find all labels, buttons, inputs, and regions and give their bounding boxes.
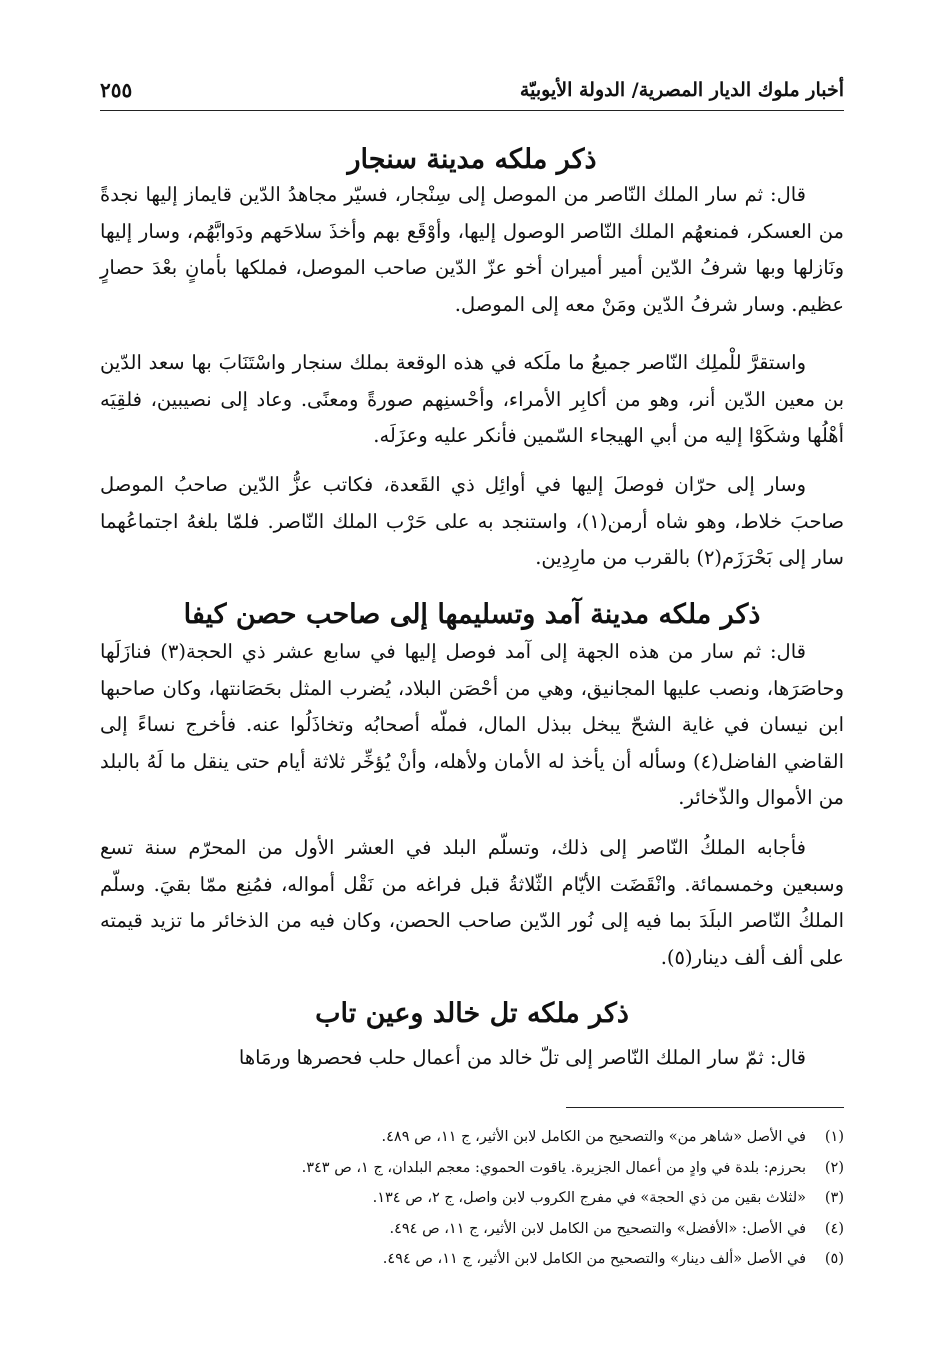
paragraph: واستقرَّ للْملِك النّاصر جميعُ ما ملَكه في هذه الوقعة بملك سنجار واسْتَنَابَ بها سعد الدّين بن معين الدّين أنر، وهو من أكابِر الأمراء، وأحْسنِهم صورةً ومعنًى. وعاد إلى نصيبين، فلقِيَه أهْلُها وشكَوْا إليه من أبي الهيجاء السّمين فأنكر عليه وعزَلَه. [100, 351, 844, 447]
footnote-item [100, 1122, 844, 1153]
footnote-number: (٤) [824, 1220, 844, 1237]
footnotes [100, 1122, 844, 1275]
footnote-text: في الأصل «ألف دينار» والتصحيح من الكامل لابن الأثير، ج ١١، ص ٤٩٤. [382, 1251, 806, 1267]
paragraph: وسار إلى حرّان فوصلَ إليها في أوائِل ذي القَعدة، فكاتب عزُّ الدّين صاحبُ الموصل صاحبَ خلاط، وهو شاه أرمن(١)، واستنجد به على حَرْب الملك النّاصر. فلمّا بلغهُ اجتماعُهما سار إلى بَحْرَزَم(٢) بالقرب من مارِدِين. [100, 473, 844, 569]
section-heading-tell-khalid: ذكر ملكه تل خالد وعين تاب [315, 998, 629, 1029]
footnote-number: (٥) [824, 1251, 844, 1267]
footnote-text: في الأصل: «الأفضل» والتصحيح من الكامل لابن الأثير، ج ١١، ص ٤٩٤. [389, 1220, 806, 1237]
footnote-separator [566, 1107, 844, 1108]
footnote-number: (٢) [824, 1159, 844, 1176]
footnote-item [100, 1214, 844, 1245]
footnote-number: (٣) [824, 1190, 844, 1206]
paragraph: فأجابه الملكُ النّاصر إلى ذلك، وتسلّم البلد في العشر الأول من المحرّم سنة تسع وسبعين وخمسمائة. وانْقَضَت الأيّام الثّلاثةُ قبل فراغه من نَقْل أمواله، فمُنِع ممّا بقيَ. وسلّم الملكُ النّاصر البلَدَ بما فيه إلى نُور الدّين صاحب الحصن، وكان فيه من الذخائر ما تزيد قيمته على ألف ألف دينار(٥). [100, 836, 844, 969]
footnote-item [100, 1153, 844, 1184]
running-header-title: أخبار ملوك الديار المصرية/ الدولة الأيوبيّة [519, 79, 844, 101]
page-number: ٢٥٥ [100, 78, 133, 102]
footnote-text: بحرزم: بلدة في وادٍ من أعمال الجزيرة. ياقوت الحموي: معجم البلدان، ج ١، ص ٣٤٣. [301, 1159, 806, 1176]
paragraph: قال: ثم سار الملك النّاصر من الموصل إلى سِنْجار، فسيّر مجاهدُ الدّين قايماز إليها نجدةً من العسكر، فمنعهُم الملك النّاصر الوصول إليها، وأوْقَع بهم وأخذَ سلاحَهم ودَوابَّهُم، وسار إليها ونَازلها وبها شرفُ الدّين أمير أميران أخو عزّ الدّين صاحب الموصل، فملكها بأمانٍ بعْدَ حصارٍ عظيم. وسار شرفُ الدّين ومَنْ معه إلى الموصل. [100, 183, 844, 316]
section-heading-amid: ذكر ملكه مدينة آمد وتسليمها إلى صاحب حصن كيفا [183, 599, 761, 630]
footnote-item [100, 1183, 844, 1214]
paragraph: قال: ثمّ سار الملك النّاصر إلى تلّ خالد من أعمال حلب فحصرها ورمَاها [238, 1046, 806, 1069]
footnote-number: (١) [824, 1129, 844, 1145]
footnote-text: «لثلاث بقين من ذي الحجة» في مفرج الكروب لابن واصل، ج ٢، ص ١٣٤. [372, 1190, 806, 1206]
footnote-item [100, 1244, 844, 1275]
running-header [100, 70, 844, 111]
footnote-text: في الأصل «شاهر من» والتصحيح من الكامل لابن الأثير، ج ١١، ص ٤٨٩. [381, 1129, 806, 1145]
section-heading-sinjar: ذكر ملكه مدينة سنجار [347, 144, 597, 175]
paragraph: قال: ثم سار من هذه الجهة إلى آمد فوصل إليها في سابع عشر ذي الحجة(٣) فنازَلَها وحاصَرَها، ونصب عليها المجانيق، وهي من أحْصَن البلاد، يُضرب المثل بحَصَانتها، وكان صاحبها ابن نيسان في غاية الشحّ يبخل ببذل المال، فملّه أصحابُه وتخاذَلُوا عنه. فأخرج نساءً إلى القاضي الفاضل(٤) وسأله أن يأخذ له الأمان ولأهله، وأنْ يُؤخِّر ثلاثة أيام حتى ينقل ما لَهُ بالبلد من الأموال والذّخائر. [100, 640, 844, 809]
